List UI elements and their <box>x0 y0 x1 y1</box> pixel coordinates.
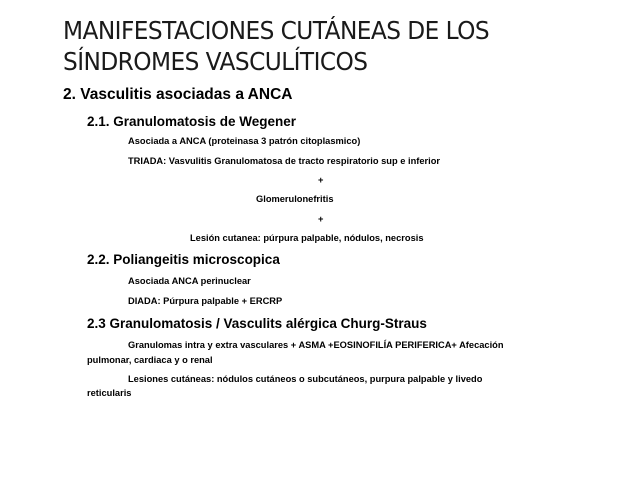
churg-strauss-granulomas-line: Granulomas intra y extra vasculares + ASMA +EOSINOFILÍA PERIFERICA+ Afecación <box>128 340 504 350</box>
wegener-glomerulonefritis: Glomerulonefritis <box>256 194 334 204</box>
wegener-anca-line: Asociada a ANCA (proteinasa 3 patrón citoplasmico) <box>128 136 361 146</box>
slide-title <box>63 15 584 77</box>
churg-strauss-lesiones-cont: reticularis <box>87 388 132 398</box>
wegener-plus-2: + <box>318 214 324 224</box>
title-line-2: SÍNDROMES VASCULÍTICOS <box>63 47 368 76</box>
wegener-plus-1: + <box>318 175 324 185</box>
wegener-heading: 2.1. Granulomatosis de Wegener <box>87 114 297 129</box>
poliangeitis-diada-line: DIADA: Púrpura palpable + ERCRP <box>128 296 283 306</box>
wegener-triada-line: TRIADA: Vasvulitis Granulomatosa de tracto respiratorio sup e inferior <box>128 156 441 166</box>
poliangeitis-anca-line: Asociada ANCA perinuclear <box>128 276 251 286</box>
churg-strauss-lesiones-line: Lesiones cutáneas: nódulos cutáneos o subcutáneos, purpura palpable y livedo <box>128 374 483 384</box>
churg-strauss-heading: 2.3 Granulomatosis / Vasculits alérgica Churg-Straus <box>87 316 427 331</box>
wegener-lesion-line: Lesión cutanea: púrpura palpable, nódulos, necrosis <box>190 233 424 243</box>
section-heading: 2. Vasculitis asociadas a ANCA <box>63 86 293 103</box>
churg-strauss-granulomas-cont: pulmonar, cardiaca y o renal <box>87 355 213 365</box>
poliangeitis-heading: 2.2. Poliangeitis microscopica <box>87 252 280 267</box>
title-line-1: MANIFESTACIONES CUTÁNEAS DE LOS <box>63 16 490 45</box>
